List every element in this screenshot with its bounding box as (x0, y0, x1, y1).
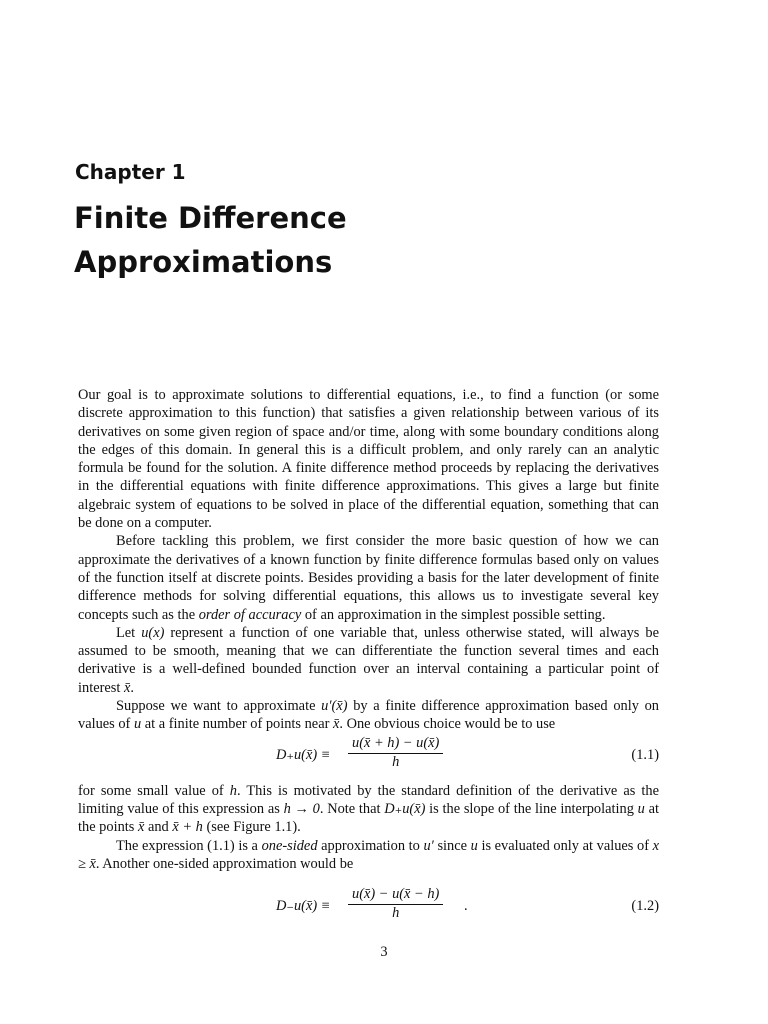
paragraph-1: Our goal is to approximate solutions to differential equations, i.e., to find a function (or some discrete approximation to this function) that satisfies a given relationship between various of its derivatives on some given region of space and/or time, along with some boundary conditions along the edges of this domain. In general this is a difficult problem, and only rarely can an analytic formula be found for the solution. A finite difference method proceeds by replacing the derivatives in the differential equations with finite difference approximations. This gives a large but finite algebraic system of equations to be solved in place of the differential equation, something that can be done on a computer. (78, 387, 659, 532)
math-h: h (229, 782, 237, 799)
paragraph-5-text-g: (see Figure 1.1). (202, 819, 301, 836)
paragraph-5 (78, 782, 659, 837)
chapter-title (74, 196, 694, 284)
paragraph-4 (78, 697, 659, 734)
paragraph-5-text-a: for some small value of (78, 782, 230, 799)
math-xbar-plus-h: x̄ + h (172, 819, 203, 836)
math-ux: u(x) (141, 624, 165, 641)
equation-1-2-denominator: h (392, 905, 400, 922)
math-u: u (470, 837, 478, 854)
math-uprime: u′ (423, 837, 434, 854)
paragraph-3-text-a: Let (116, 624, 142, 641)
math-u: u (133, 716, 142, 733)
chapter-title-line-2: Approximations (74, 245, 333, 279)
math-xbar: x̄ (123, 679, 131, 696)
equation-1-2-numerator: u(x̄) − u(x̄ − h) (352, 886, 440, 903)
math-uprime-xbar: u′(x̄) (321, 698, 348, 715)
equation-1-2-fraction (348, 885, 443, 922)
math-u: u (637, 800, 645, 817)
paragraph-5-text-d: is the slope of the line interpolating (425, 800, 638, 817)
math-dplus-u: D₊u(x̄) (384, 800, 426, 817)
paragraph-3-text-c: . (130, 679, 134, 696)
body-text (78, 386, 659, 933)
paragraph-2 (78, 532, 659, 623)
equation-1-1-fraction (348, 734, 443, 771)
equation-1-1 (78, 736, 659, 776)
paragraph-5-text-b: . This is motivated by the standard definition of the derivative as the limiting value of this expression as (78, 782, 659, 817)
paragraph-5-text-c: . Note that (319, 800, 385, 817)
order-of-accuracy-emphasis: order of accuracy (198, 606, 302, 623)
equation-1-2 (78, 887, 659, 927)
paragraph-4-text-d: . One obvious choice would be to use (339, 716, 556, 733)
chapter-label: Chapter 1 (75, 160, 186, 184)
paragraph-6-text-c: since (433, 837, 471, 854)
equation-number-1-2: (1.2) (631, 898, 659, 915)
paragraph-4-text-c: at a finite number of points near (141, 716, 333, 733)
paragraph-6-text-a: The expression (1.1) is a (116, 837, 262, 854)
paragraph-4-text-b: by a finite difference approximation based only on values of (78, 698, 659, 733)
paragraph-3-text-b: represent a function of one variable that, unless otherwise stated, will always be assumed to be smooth, meaning that we can differentiate the function several times and each derivative is a well-defined bounded function over an interval containing a particular point of interest (78, 624, 659, 696)
paragraph-6 (78, 837, 659, 874)
math-x-geq-xbar: x ≥ x̄ (78, 837, 659, 872)
paragraph-2-text-a: Before tackling this problem, we first consider the more basic question of how we can approximate the derivatives of a known function by finite difference formulas based only on values of the function itself at discrete points. Besides providing a basis for the later development of finite difference methods for solving differential equations, this allows us to investigate several key concepts such as the (78, 533, 659, 623)
chapter-title-line-1: Finite Difference (74, 201, 347, 235)
paragraph-4-text-a: Suppose we want to approximate (116, 698, 322, 715)
equation-1-1-lhs: D₊u(x̄) ≡ (276, 746, 331, 763)
math-h-to-zero: h → 0 (283, 800, 320, 817)
one-sided-emphasis: one-sided (261, 837, 318, 854)
equation-number-1-1: (1.1) (631, 746, 659, 763)
math-xbar: x̄ (332, 716, 340, 733)
equation-1-2-period: . (464, 898, 468, 915)
paragraph-6-text-d: is evaluated only at values of (477, 837, 653, 854)
paragraph-2-text-b: of an approximation in the simplest possible setting. (301, 606, 606, 623)
page-number: 3 (380, 944, 388, 960)
paragraph-5-text-e: at the points (78, 800, 659, 836)
equation-1-1-denominator: h (392, 753, 400, 770)
equation-1-2-lhs: D₋u(x̄) ≡ (276, 898, 331, 915)
equation-1-1-numerator: u(x̄ + h) − u(x̄) (352, 734, 440, 751)
paragraph-6-text-b: approximation to (317, 837, 424, 854)
paragraph-5-text-f: and (144, 819, 173, 836)
math-xbar: x̄ (137, 819, 145, 836)
paragraph-6-text-e: . Another one-sided approximation would be (95, 855, 354, 872)
paragraph-3 (78, 624, 659, 697)
